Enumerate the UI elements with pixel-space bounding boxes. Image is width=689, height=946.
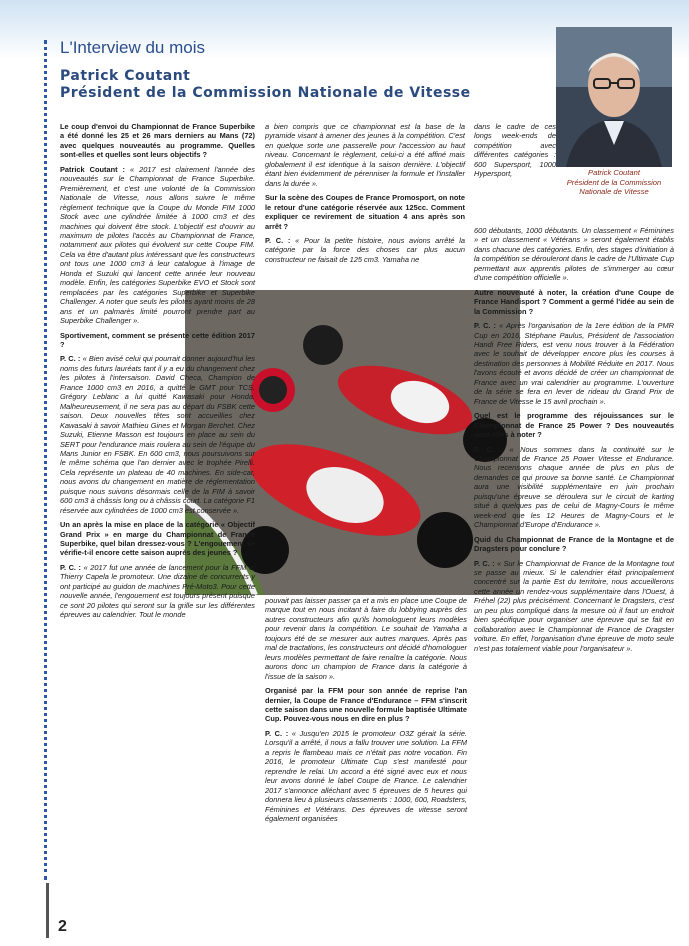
answer-5-continued-2: 600 débutants, 1000 débutants. Un classement « Féminines » et un classement « Vétérans » seront également établis dans chacune des catégories. Enfin, des stages d'initiation à la compétition se dérouleront dans le cadre de l'Ultimate Cup permettant aux apprentis pilotes de s'immerger au cœur d'une compétition officielle ». [474, 226, 674, 283]
answer-6 [474, 321, 674, 406]
answer-text: « Bien avisé celui qui pourrait donner aujourd'hui les noms des futurs lauréats tant il y a eu du changement chez les pilotes à l'intersaison. David Checa, Champion de France 1000 cm3 en 2016, a quitté le GMT pour TCS. Grégory Leblanc a lui quitté Kawasaki pour Honda. Malheureusement, il ne sera pas au départ du FSBK cette saison. Deux nouvelles têtes sont accueillies chez Kawasaki à savoir Mathieu Gines et Morgan Berchet. Chez Suzuki, Etienne Masson est toujours en place au sein du SERT pour l'endurance mais roulera au sein de l'équipe du Mans Junior en FSBK. En 600 cm3, nous poursuivons sur le même schéma que l'an dernier avec le trophée Pirelli. Cela représente un plateau de 40 machines. En side-car, nous avons du changement en matière de réglementation puisque nous suivons désormais celle de la FIM à savoir 600 cm3 à châssis long ou à châssis court. La catégorie F1 réservée aux cylindrées de 1000 cm3 est conservée ». [60, 354, 255, 515]
question-8: Quid du Championnat de France de la Montagne et de Dragsters pour conclure ? [474, 534, 674, 554]
question-5: Organisé par la FFM pour son année de reprise l'an dernier, la Coupe de France d'Endurance – FFM s'inscrit cette saison dans une nouvelle formule baptisée Ultimate Cup. Pouvez-vous nous en dire en plus ? [265, 686, 467, 724]
answer-label: P. C. : [60, 354, 81, 364]
answer-label: P. C. : [474, 558, 495, 568]
answer-label: P. C. : [265, 728, 289, 738]
answer-8 [474, 559, 674, 654]
answer-4-continued: pouvait pas laisser passer ça et a mis en place une Coupe de marque tout en nous incitant à faire du lobbying auprès des autres constructeurs afin qu'ils homologuent leurs modèles pour revenir dans la compétition. Le souhait de Yamaha a toujours été de se mesurer aux autres marques. Après pas mal de tractations, les constructeurs ont décidé d'homologuer leurs modèles permettant de faire renaître la catégorie. Nous aurons donc un champion de France dans la catégorie à l'issue de la saison ». [265, 596, 467, 681]
interviewee-name: Patrick Coutant [60, 68, 191, 84]
question-3: Un an après la mise en place de la catégorie « Objectif Grand Prix » en marge du Championnat de France Superbike, quel bilan dressez-vous ? L'engouement se vérifie-t-il encore cette saison auprès des jeunes ? [60, 520, 255, 558]
answer-label: P. C. : [474, 444, 503, 454]
answer-1 [60, 165, 255, 326]
page-number: 2 [58, 918, 67, 935]
answer-2 [60, 354, 255, 515]
dotted-margin-rule [44, 40, 47, 880]
column-1 [60, 122, 255, 625]
question-1: Le coup d'envoi du Championnat de France Superbike a été donné les 25 et 26 mars derniers au Mans (72) avec quelques nouveautés au programme. Quelles sont-elles et quelles sont leurs objectifs ? [60, 122, 255, 160]
answer-label: P. C. : [474, 321, 496, 331]
answer-text: « Pour la petite histoire, nous avions arrêté la catégorie par la force des choses car plus aucun constructeur ne faisait de 125 cm3. Yamaha ne [265, 235, 465, 264]
answer-label: Patrick Coutant : [60, 164, 126, 174]
section-title: L'Interview du mois [60, 38, 205, 57]
answer-5 [265, 729, 467, 824]
caption-role-2: Nationale de Vitesse [579, 187, 649, 196]
answer-text: « Jusqu'en 2015 le promoteur O3Z gérait la série. Lorsqu'il a arrêté, il nous a fallu trouver une solution. La FFM a repris le flambeau mais ce n'était pas notre vocation. Fin 2016, le promoteur Ultimate Cup s'est manifesté pour reprendre le relai. Un accord a été signé avec eux et nous leur avons donné le label Coupe de France. Le calendrier 2017 s'annonce alléchant avec 5 épreuves de 5 heures qui donnera lieu à plusieurs classements : 1000, 600, Roadsters, Féminines et Vétérans. Des épreuves de vitesse seront également organisées [265, 728, 467, 823]
answer-3 [60, 563, 255, 620]
answer-label: P. C. : [265, 235, 291, 245]
column-3-top [474, 122, 556, 184]
portrait-caption [556, 168, 672, 197]
answer-text: « Sur le Championnat de France de la Montagne tout se passe au mieux. Si le calendrier était principalement concentré sur la partie Est du territoire, nous accueillerons cette année un rendez-vous supplémentaire dans l'Ouest, à Fréhel (22) plus précisément. Concernant le Dragsters, c'est un peu plus compliqué dans la mesure où il faut un endroit bien spécifique pour organiser une épreuve qui se fait en collaboration avec le Championnat de France de Dragster voiture. En effet, l'organisation d'une épreuve de moto seule n'est pas totalement viable pour l'organisateur ». [474, 558, 675, 653]
answer-4 [265, 236, 465, 264]
answer-text: « Nous sommes dans la continuité sur le Championnat de France 25 Power Vitesse et Endurance. Nous recensons chaque année de plus en plus de demandes ce qui prouve sa bonne santé. Le Championnat aura une visibilité supplémentaire en juin prochain puisqu'une épreuve se déroulera sur le circuit de karting situé à quelques pas de celui de Magny-Cours le même week-end que les 12 Heures de Magny-Cours et le Championnat d'Europe d'Endurance ». [474, 444, 674, 530]
column-2-top [265, 122, 465, 269]
answer-3-continued: a bien compris que ce championnat est la base de la pyramide visant à amener des jeunes à la compétition. C'est en quelque sorte une passerelle pour l'accession au haut niveau. Concernant le règlement, celui-ci a été affiné mais globalement il est identique à la saison dernière. L'objectif étant bien évidemment de pérenniser la formule et l'installer dans la durée ». [265, 122, 465, 188]
portrait-photo [556, 27, 672, 167]
question-7: Quel est le programme des réjouissances sur le Championnat de France 25 Power ? Des nouveautés sont-elles à noter ? [474, 411, 674, 440]
interviewee-role: Président de la Commission Nationale de Vitesse [60, 85, 471, 101]
question-4: Sur la scène des Coupes de France Promosport, on note le retour d'une catégorie réservée aux 125cc. Comment expliquer ce revirement de situation 4 ans après son arrêt ? [265, 193, 465, 231]
answer-text: « Après l'organisation de la 1ere édition de la PMR Cup en 2016, Stéphane Paulus, Président de l'association Handi Free Riders, est venu nous trouver à la Fédération avec le souhait de développer encore plus les courses à destination des personnes à Mobilité Réduite en 2017. Nous l'avons écouté et avons décidé de créer un championnat de France avec un vrai calendrier au programme. L'ouverture de la série se fera en lever de rideau du Grand Prix de France de Vitesse le 15 avril prochain ». [474, 321, 674, 406]
answer-text: « 2017 fut une année de lancement pour la FFM et Thierry Capela le promoteur. Une dizaine de concurrents y ont participé au guidon de machines Pré-Moto3. Pour cette nouvelle année, l'engouement est toujours présent puisque ce sont 20 pilotes qui seront sur la grille sur les différentes épreuves au calendrier. Tout le monde [60, 562, 255, 620]
answer-label: P. C. : [60, 562, 81, 572]
question-6: Autre nouveauté à noter, la création d'une Coupe de France Handisport ? Comment a germé l'idée au sein de la Commission ? [474, 287, 674, 316]
column-2-bottom [265, 596, 467, 828]
answer-7 [474, 445, 674, 530]
caption-name: Patrick Coutant [588, 168, 640, 177]
answer-5-continued: dans le cadre de ces longs week-ends de compétition avec différentes catégories : 600 Supersport, 1000 Hypersport, [474, 122, 556, 179]
footer-rule [46, 883, 56, 938]
question-2: Sportivement, comment se présente cette édition 2017 ? [60, 330, 255, 349]
answer-text: « 2017 est clairement l'année des nouveautés sur le Championnat de France Superbike. Premièrement, et c'est une volonté de la Commission Nationale de Vitesse, nous allons suivre le même règlement technique que la Coupe du Monde FIM 1000 Stock avec une cylindrée limitée à 1000 cm3 et des machines qui doivent être stock. L'objectif est d'ouvrir au maximum de pilotes l'accès au Championnat de France, notamment aux pilotes qui évoluent sur cette Coupe FIM. Cela va être d'autant plus intéressant que les constructeurs ont tous une 1000 cm3 à leur catalogue à l'image de Honda et Suzuki qui lancent cette année leur nouveau modèle. Enfin, les catégories Superbike EVO et Stock sont remplacées par les catégories Superbike et Superbike Challenger. A noter que seuls les pilotes ayant moins de 28 ans et un palmarès limité pourront prendre part au Superbike Challenger ». [60, 164, 255, 326]
caption-role-1: Président de la Commission [566, 177, 662, 187]
column-3 [474, 226, 674, 658]
